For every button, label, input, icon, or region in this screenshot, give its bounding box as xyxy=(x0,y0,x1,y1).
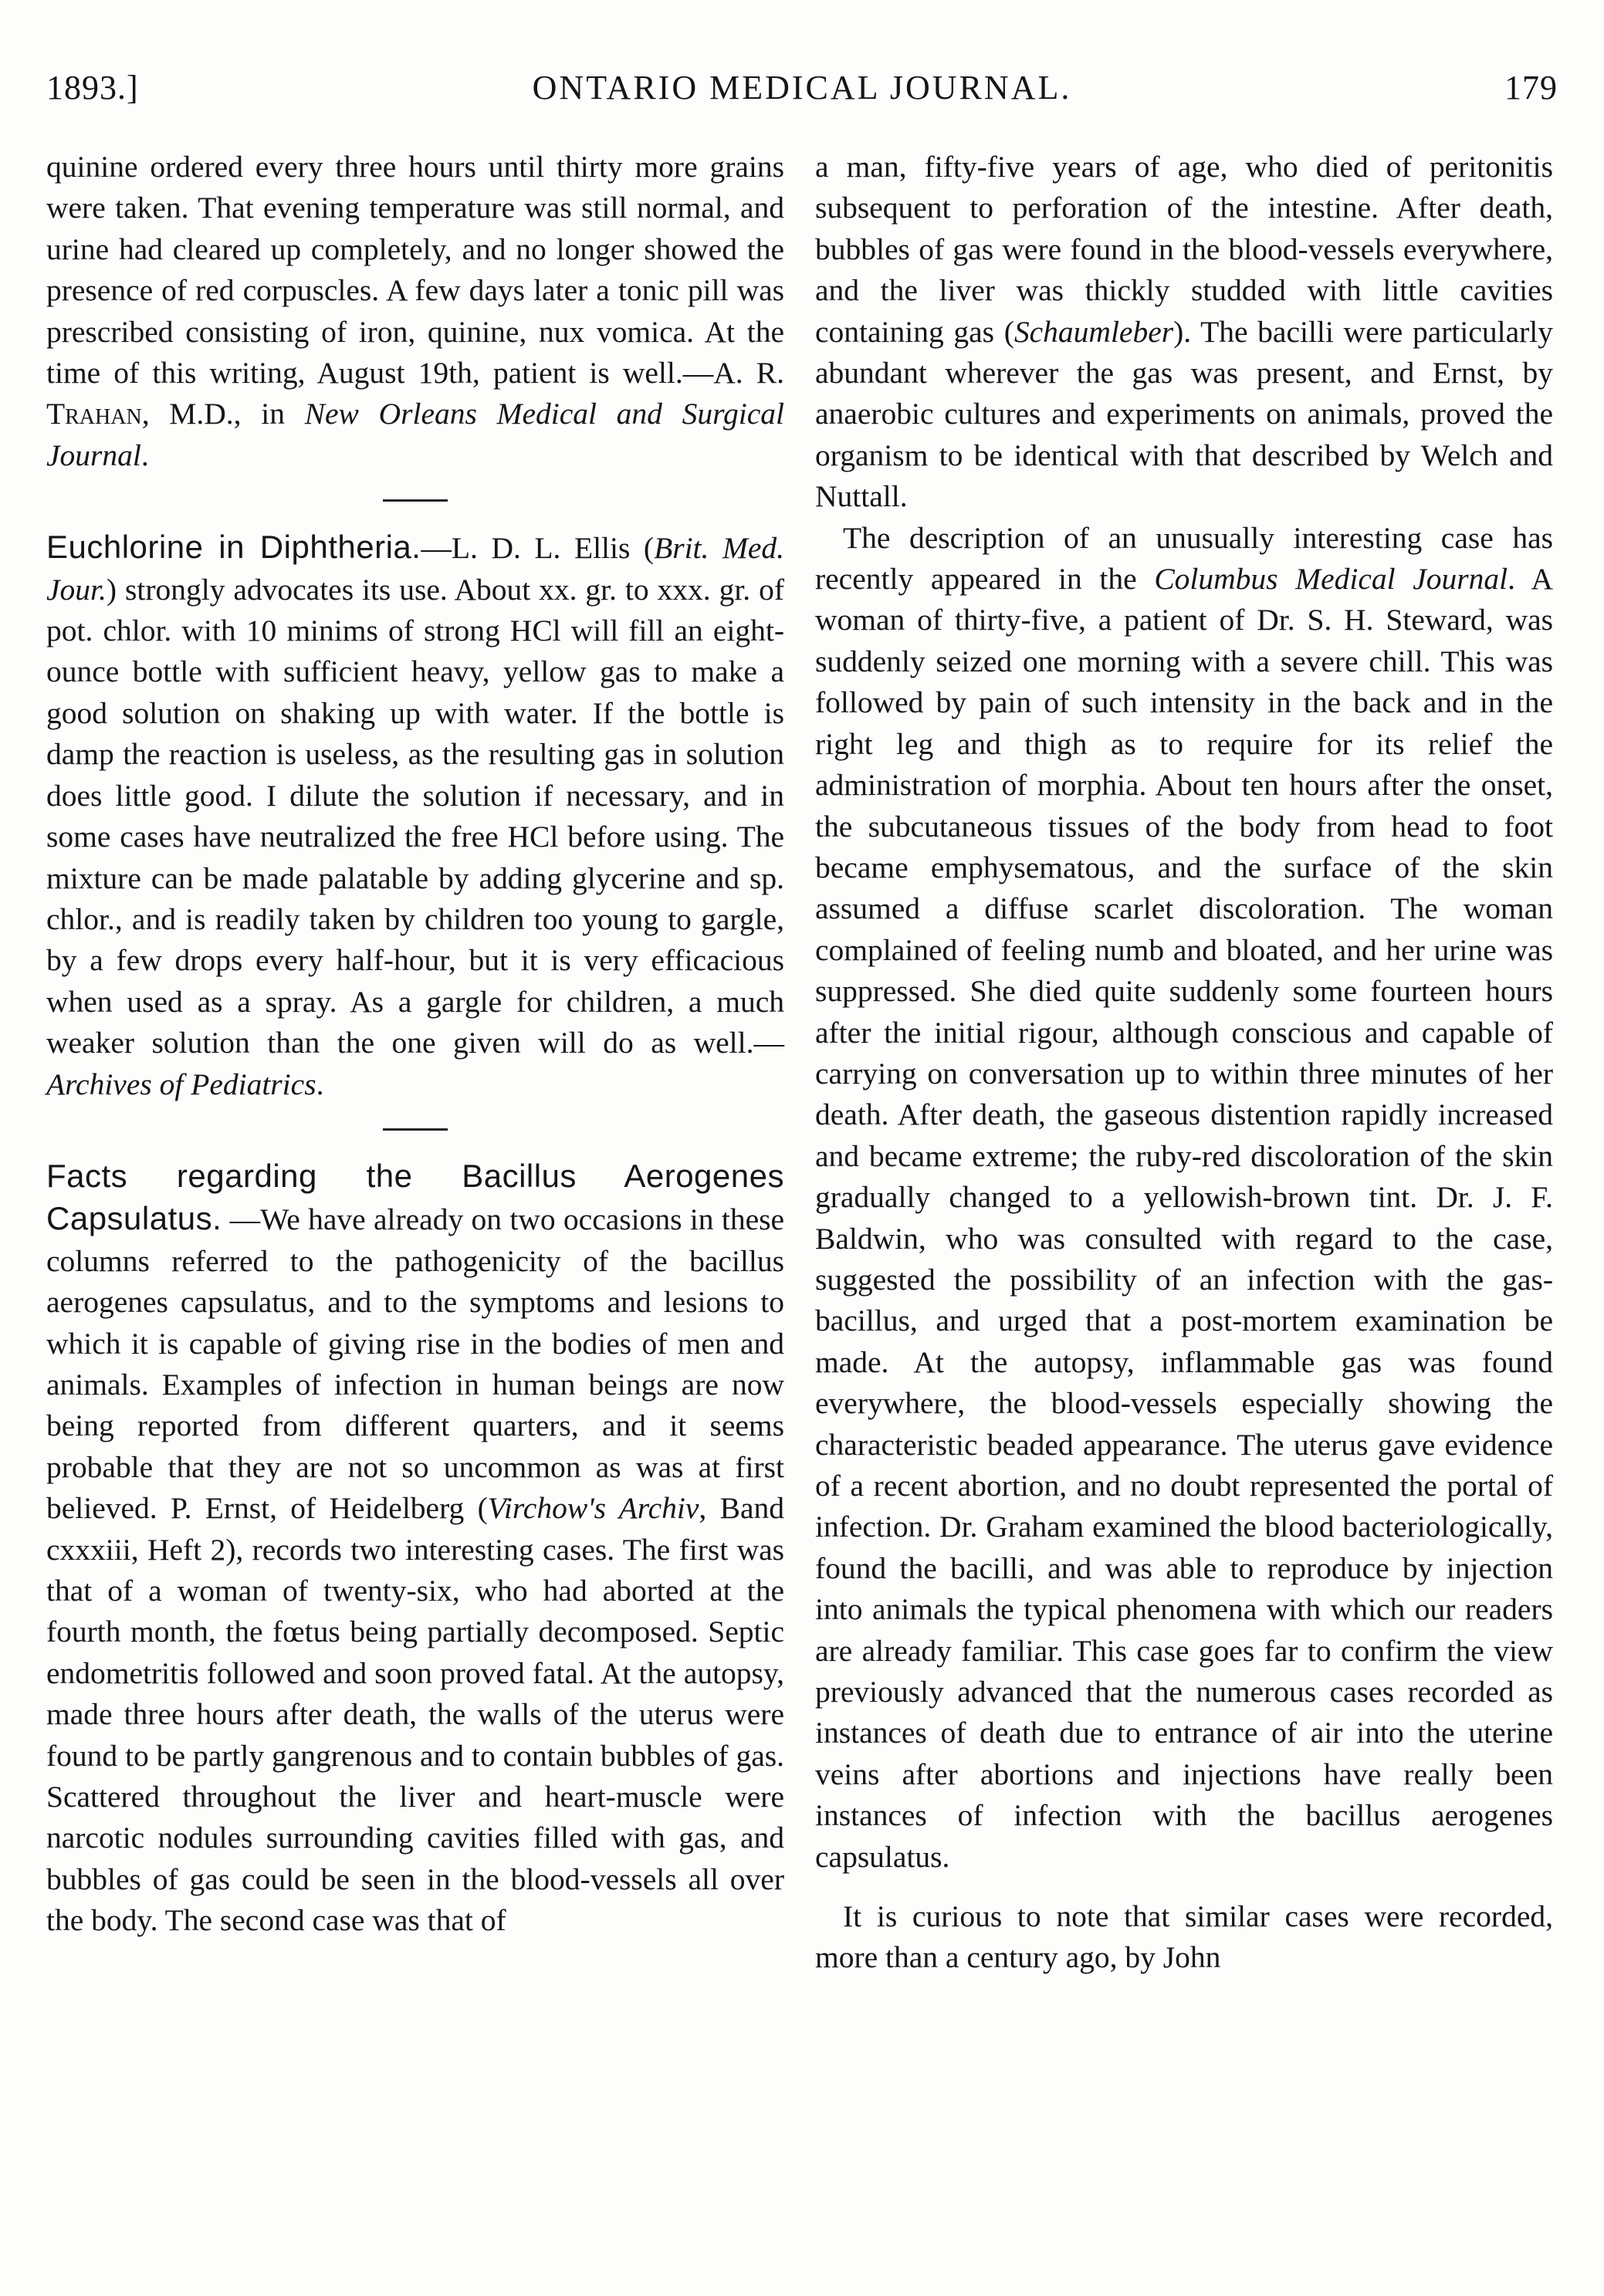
header-journal-title: ONTARIO MEDICAL JOURNAL. xyxy=(532,69,1072,107)
page-header xyxy=(46,68,1558,114)
quinine-author-suffix: , M.D., in xyxy=(141,397,305,431)
euchlorine-body: ) strongly advocates its use. About xx. gr. to xxx. gr. of pot. chlor. with 10 minims of strong HCl will fill an eight-ounce bottle with sufficient heavy, yellow gas to make a good solution on shaking up with water. If the bottle is damp the reaction is useless, as the resulting gas in solution does little good. I dilute the solution if necessary, and in some cases have neutralized the free HCl before using. The mixture can be made palatable by adding glycerine and sp. chlor., and is readily taken by children too young to gargle, by a few drops every half-hour, but it is very efficacious when used as a spray. As a gargle for children, a much weaker solution than the one given will do as well.— xyxy=(46,572,784,1060)
paragraph-gap xyxy=(815,1878,1553,1896)
columbus-journal: Columbus Medical Journal xyxy=(1154,562,1508,597)
header-year: 1893.] xyxy=(46,69,139,107)
schaumleber-term: Schaumleber xyxy=(1013,314,1174,349)
section-divider xyxy=(383,499,448,502)
section-divider xyxy=(383,1128,448,1131)
curious-text: It is curious to note that similar cases were recorded, more than a century ago, by John xyxy=(815,1899,1553,1975)
euchlorine-source: Archives of Pediatrics xyxy=(46,1067,316,1101)
quinine-source: New Orleans Medical and Surgical Journal xyxy=(46,397,784,472)
euchlorine-lead: L. D. L. Ellis ( xyxy=(451,531,655,566)
quinine-paragraph xyxy=(46,147,784,476)
bacillus-paragraph xyxy=(46,1155,784,1942)
continuation-text-2: ). The bacilli were particularly abundant wherever the gas was present, and Ernst, by anaerobic cultures and experiments on animals, proved the organism to be identical with that described by Welch and Nuttall. xyxy=(815,314,1554,514)
quinine-text: quinine ordered every three hours until thirty more grains were taken. That evening temperature was still normal, and urine had cleared up completely, and no longer showed the presence of red corpuscles. A few days later a tonic pill was prescribed consisting of iron, quinine, nux vomica. At the time of this writing, August 19th, patient is well.— xyxy=(46,150,784,391)
columbus-text-1: The description of an unusually interesting case has recently appeared in the xyxy=(815,520,1553,597)
quinine-end: . xyxy=(140,438,149,472)
euchlorine-journal: Brit. Med. Jour. xyxy=(46,531,785,607)
left-column xyxy=(46,147,784,1942)
bacillus-dash: — xyxy=(222,1202,261,1237)
bacillus-heading: Facts regarding the Bacillus Aerogenes Capsulatus. xyxy=(46,1157,784,1237)
right-column xyxy=(815,147,1553,1979)
euchlorine-dash: — xyxy=(421,531,452,566)
header-page-number: 179 xyxy=(1504,69,1558,107)
euchlorine-heading: Euchlorine in Diphtheria. xyxy=(46,529,421,566)
quinine-author: A. R. Trahan xyxy=(46,356,784,431)
euchlorine-paragraph xyxy=(46,526,784,1105)
continuation-paragraph xyxy=(815,147,1553,518)
columbus-text-2: . A woman of thirty-five, a patient of Dr. S. H. Steward, was suddenly seized one morning with a severe chill. This was followed by pain of such intensity in the back and in the right leg and thigh as to require for its relief the administration of morphia. About ten hours after the onset, the subcutaneous tissues of the body from head to foot became emphysematous, and the surface of the skin assumed a diffuse scarlet discoloration. The woman complained of feeling numb and bloated, and her urine was suppressed. She died quite suddenly some fourteen hours after the initial rigour, although conscious and capable of carrying on conversation up to within three minutes of her death. After death, the gaseous distention rapidly increased and became extreme; the ruby-red discoloration of the skin gradually changed to a yellowish-brown tint. Dr. J. F. Baldwin, who was consulted with regard to the case, suggested the possibility of an infection with the gas-bacillus, and urged that a post-mortem examination be made. At the autopsy, inflammable gas was found everywhere, the blood-vessels especially showing the characteristic beaded appearance. The uterus gave evidence of a recent abortion, and no doubt represented the portal of infection. Dr. Graham examined the blood bacteriologically, found the bacilli, and was able to reproduce by injection into animals the typical phenomena with which our readers are already familiar. This case goes far to confirm the view previously advanced that the numerous cases recorded as instances of death due to entrance of air into the uterine veins after abortions and injections have really been instances of infection with the bacillus aerogenes capsulatus. xyxy=(815,562,1553,1874)
continuation-text-1: a man, fifty-five years of age, who died of peritonitis subsequent to perforation of the intestine. After death, bubbles of gas were found in the blood-vessels everywhere, and the liver was thickly studded with little cavities containing gas ( xyxy=(815,150,1553,349)
bacillus-body-2: , Band cxxxiii, Heft 2), records two interesting cases. The first was that of a woman of twenty-six, who had aborted at the fourth month, the fœtus being partially decomposed. Septic endometritis followed and soon proved fatal. At the autopsy, made three hours after death, the walls of the uterus were found to be partly gangrenous and to contain bubbles of gas. Scattered throughout the liver and heart-muscle were narcotic nodules surrounding cavities filled with gas, and bubbles of gas could be seen in the blood-vessels all over the body. The second case was that of xyxy=(46,1491,784,1938)
bacillus-body-1: We have already on two occasions in these columns referred to the pathogenicity of the bacillus aerogenes capsulatus, and to the symptoms and lesions to which it is capable of giving rise in the bodies of men and animals. Examples of infection in human beings are now being reported from different quarters, and it seems probable that they are not so uncommon as was at first believed. P. Ernst, of Heidelberg ( xyxy=(46,1202,785,1526)
columbus-paragraph xyxy=(815,518,1553,1878)
curious-paragraph xyxy=(815,1896,1553,1979)
bacillus-archiv: Virchow's Archiv xyxy=(487,1491,699,1526)
euchlorine-end: . xyxy=(316,1067,324,1101)
